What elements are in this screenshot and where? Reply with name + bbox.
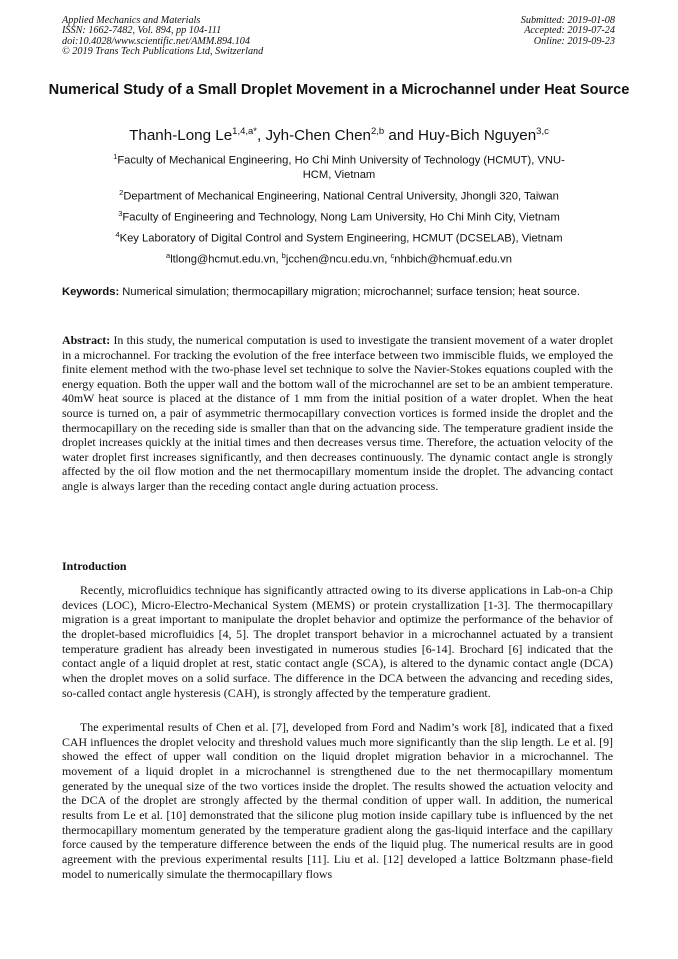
email-marker: a [166, 251, 171, 260]
affiliation-text: Faculty of Mechanical Engineering, Ho Chi Minh University of Technology (HCMUT), VNU-HCM, Vietnam [117, 154, 565, 181]
affiliation-marker: 2 [119, 188, 124, 197]
submitted-date: Submitted: 2019-01-08 [520, 15, 615, 26]
author-superscript: 1,4,a* [232, 126, 257, 137]
body-paragraph: Recently, microfluidics technique has significantly attracted owing to its diverse applications in Lab-on-a Chip devices (LOC), Micro-Electro-Mechanical System (MEMS) or protein crystallization [1-3]. The thermocapillary migration is a great important to manipulate the droplet behavior and optimize the performance of the behavior of the droplet-based microfluidics [4, 5]. The droplet transport behavior in a microchannel actuated by a transient temperature gradient has already been investigated in numerous studies [6-14]. Brochard [6] indicated that the contact angle of a liquid droplet at rest, static contact angle (SCA), is altered to the dynamic contact angle (DCA) when the droplet moves on a solid surface. The difference in the DCA between the advancing and receding sides, so-called contact angle hysteresis (CAH), is strongly affected by the temperature gradient. [62, 583, 613, 700]
abstract [62, 333, 613, 494]
author-name: Thanh-Long Le [129, 127, 233, 145]
journal-doi: doi:10.4028/www.scientific.net/AMM.894.104 [62, 35, 250, 47]
journal-copyright: © 2019 Trans Tech Publications Ltd, Switzerland [62, 46, 264, 58]
journal-info [62, 16, 362, 58]
affiliation-text: Key Laboratory of Digital Control and System Engineering, HCMUT (DCSELAB), Vietnam [119, 232, 563, 245]
author-superscript: 3,c [536, 126, 549, 137]
author-separator: , [257, 127, 266, 145]
abstract-label: Abstract: [62, 333, 111, 347]
keywords [62, 285, 613, 299]
affiliation-1 [40, 150, 638, 182]
journal-issn: ISSN: 1662-7482, Vol. 894, pp 104-111 [62, 25, 222, 37]
email-address[interactable]: nhbich@hcmuaf.edu.vn [394, 253, 512, 266]
email-marker: b [281, 251, 286, 260]
affiliation-marker: 3 [118, 209, 123, 218]
keywords-label: Keywords: [62, 286, 120, 298]
author-name: Jyh-Chen Chen [265, 127, 371, 145]
keywords-text: Numerical simulation; thermocapillary migration; microchannel; surface tension; heat source. [119, 286, 580, 298]
abstract-text: In this study, the numerical computation is used to investigate the transient movement of a water droplet in a microchannel. For tracking the evolution of the free interface between two immiscible fluids, we employed the finite element method with the two-phase level set technique to solve the Navier-Stokes equations coupled with the energy equation. Both the upper wall and the bottom wall of the microchannel are set to be an ambient temperature. 40mW heat source is placed at the distance of 1 mm from the initial position of a water droplet. When the heat source is turned on, a pair of asymmetric thermocapillary convection vortices is formed inside the droplet and the thermocapillary on the receding side is smaller than that on the advancing side. The temperature gradient inside the droplet increases quickly at the initial times and then decreases versus time. Therefore, the actuation velocity of the water droplet first increases significantly, and then decreases continuously. The dynamic contact angle is strongly affected by the oil flow motion and the net thermocapillary momentum inside the droplet. The advancing contact angle is always larger than the receding contact angle during actuation process. [62, 333, 613, 493]
email-address[interactable]: jcchen@ncu.edu.vn, [285, 253, 391, 266]
publication-dates [400, 16, 615, 47]
online-date: Online: 2019-09-23 [533, 35, 615, 47]
affiliation-marker: 4 [115, 230, 120, 239]
affiliation-marker: 1 [113, 152, 118, 161]
affiliation-2 [40, 186, 638, 204]
author-superscript: 2,b [370, 126, 385, 137]
author-name: Huy-Bich Nguyen [417, 127, 537, 145]
email-address[interactable]: ltlong@hcmut.edu.vn, [170, 253, 282, 266]
section-heading-introduction: Introduction [62, 559, 127, 573]
affiliation-text: Department of Mechanical Engineering, National Central University, Jhongli 320, Taiwan [123, 190, 559, 203]
affiliation-3 [40, 207, 638, 225]
author-emails [40, 249, 638, 267]
body-paragraph: The experimental results of Chen et al. [7], developed from Ford and Nadim’s work [8], indicated that a fixed CAH influences the droplet velocity and threshold values much more significantly than the slip length. Le et al. [9] showed the effect of upper wall condition on the liquid droplet migration behavior in a microchannel. The movement of a liquid droplet in a microchannel is strengthened due to the net thermocapillary momentum generated by the unequal size of the two vortices inside the droplet. The results showed the actuation velocity and the DCA of the droplet are strongly affected by the thermal condition of upper wall. In addition, the numerical results from Le et al. [10] demonstrated that the silicone plug motion inside capillary tube is influenced by the net thermocapillary momentum generated by the temperature gradient along the gas-liquid interface and the capillary force caused by the temperature difference between the ends of the liquid plug. The numerical results are in good agreement with the previous experimental results [11]. Liu et al. [12] developed a lattice Boltzmann phase-field model to numerically simulate the thermocapillary flows [62, 720, 613, 881]
journal-name: Applied Mechanics and Materials [62, 15, 201, 26]
author-separator: and [384, 127, 418, 145]
author-list [40, 123, 638, 145]
accepted-date: Accepted: 2019-07-24 [524, 25, 615, 37]
affiliation-text: Faculty of Engineering and Technology, Nong Lam University, Ho Chi Minh City, Vietnam [122, 211, 560, 224]
paper-title: Numerical Study of a Small Droplet Movement in a Microchannel under Heat Source [48, 82, 630, 98]
email-marker: c [390, 251, 395, 260]
affiliation-4 [40, 228, 638, 246]
